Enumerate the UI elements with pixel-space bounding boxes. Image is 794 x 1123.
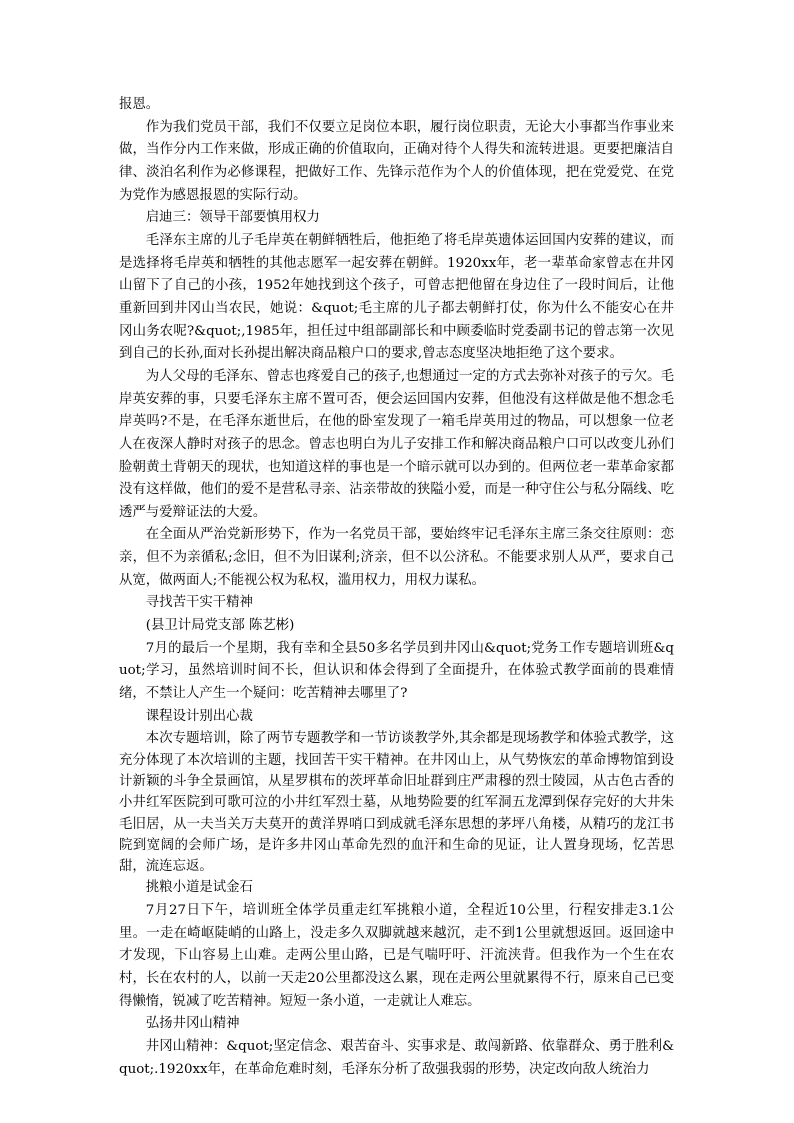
heading-course-design: 课程设计别出心裁 — [145, 708, 253, 724]
heading-jinggangshan-spirit: 弘扬井冈山精神 — [145, 1016, 240, 1032]
heading-grain-path: 挑粮小道是试金石 — [145, 880, 253, 896]
paragraph-parents-love: 为人父母的毛泽东、曾志也疼爱自己的孩子,也想通过一定的方式去弥补对孩子的亏欠。毛岸英安葬的事，只要毛泽东主席不置可否，便会运回国内安葬，但他没有这样做是他不想念毛岸英吗?不是，在毛泽东逝世后，在他的卧室发现了一箱毛岸英用过的物品，可以想象一位老人在夜深人静时对孩子的思念。曾志也明白为儿子安排工作和解决商品粮户口可以改变儿孙们脸朝黄土背朝天的现状，也知道这样的事也是一个暗示就可以办到的。但两位老一辈革命家都没有这样做，他们的爱不是营私寻亲、沾亲带故的狭隘小爱，而是一种守住公与私分隔线、吃透严与爱辩证法的大爱。 — [119, 368, 674, 520]
paragraph-course-design: 本次专题培训，除了两节专题教学和一节访谈教学外,其余都是现场教学和体验式教学，这充分体现了本次培训的主题，找回苦干实干精神。在井冈山上，从气势恢宏的革命博物馆到设计新颖的斗争全景画馆，从星罗棋布的茨坪革命旧址群到庄严肃穆的烈士陵园，从古色古香的小井红军医院到可歌可泣的小井红军烈士墓，从地势险要的红军洞五龙潭到保存完好的大井朱毛旧居，从一夫当关万夫莫开的黄洋界哨口到成就毛泽东思想的茅坪八角楼，从精巧的龙江书院到宽阔的会师广场，是许多井冈山革命先烈的血汗和生命的见证，让人置身现场，忆苦思甜，流连忘返。 — [119, 731, 674, 875]
heading-inspiration-three: 启迪三：领导干部要慎用权力 — [145, 210, 320, 226]
paragraph-grain-path: 7月27日下午，培训班全体学员重走红军挑粮小道，全程近10公里，行程安排走3.1公里。一走在崎岖陡峭的山路上，没走多久双脚就越来越沉，走不到1公里就想返回。返回途中才发现，下山容易上山难。走两公里山路，已是气喘吁吁、汗流浃背。但我作为一个生在农村，长在农村的人，以前一天走20公里都没这么累，现在走两公里就累得不行，原来自己已变得懒惰，锐减了吃苦精神。短短一条小道，一走就让人难忘。 — [119, 903, 674, 1009]
author-line: (县卫计局党支部 陈艺彬) — [145, 618, 295, 634]
paragraph-party-duty: 作为我们党员干部，我们不仅要立足岗位本职，履行岗位职责，无论大小事都当作事业来做，当作分内工作来做，形成正确的价值取向，正确对待个人得失和流转进退。更要把廉洁自律、淡泊名利作为必修课程，把做好工作、先锋示范作为个人的价值体现，把在党爱党、在党为党作为感恩报恩的实际行动。 — [119, 119, 674, 203]
section-title: 寻找苦干实干精神 — [145, 595, 253, 611]
paragraph-training-intro: 7月的最后一个星期，我有幸和全县50多名学员到井冈山&quot;党务工作专题培训班&quot;学习，虽然培训时间不长，但认识和体会得到了全面提升，在体验式教学面前的畏难情绪，不禁让人产生一个疑问：吃苦精神去哪里了? — [119, 640, 674, 702]
paragraph-jinggangshan-spirit: 井冈山精神：&quot;坚定信念、艰苦奋斗、实事求是、敢闯新路、依靠群众、勇于胜利&quot;.1920xx年，在革命危难时刻，毛泽东分析了敌强我弱的形势，决定改向敌人统治力 — [119, 1039, 674, 1077]
document-page — [119, 94, 674, 1081]
paragraph-three-principles: 在全面从严治党新形势下，作为一名党员干部，要始终牢记毛泽东主席三条交往原则：恋亲，但不为亲循私;念旧，但不为旧谋利;济亲，但不以公济私。不能要求别人从严，要求自己从宽，做两面人;不能视公权为私权，滥用权力，用权力谋私。 — [119, 527, 674, 588]
paragraph-closing-word: 报恩。 — [119, 97, 160, 112]
paragraph-mao-anying: 毛泽东主席的儿子毛岸英在朝鲜牺牲后，他拒绝了将毛岸英遗体运回国内安葬的建议，而是选择将毛岸英和牺牲的其他志愿军一起安葬在朝鲜。1920xx年，老一辈革命家曾志在井冈山留下了自己的小孩，1952年她找到这个孩子，可曾志把他留在身边住了一段时间后，让他重新回到井冈山当农民，她说：&quot;毛主席的儿子都去朝鲜打仗，你为什么不能安心在井冈山务农呢?&quot;,1985年，担任过中组部副部长和中顾委临时党委副书记的曾志第一次见到自己的长孙,面对长孙提出解决商品粮户口的要求,曾志态度坚决地拒绝了这个要求。 — [119, 232, 674, 362]
